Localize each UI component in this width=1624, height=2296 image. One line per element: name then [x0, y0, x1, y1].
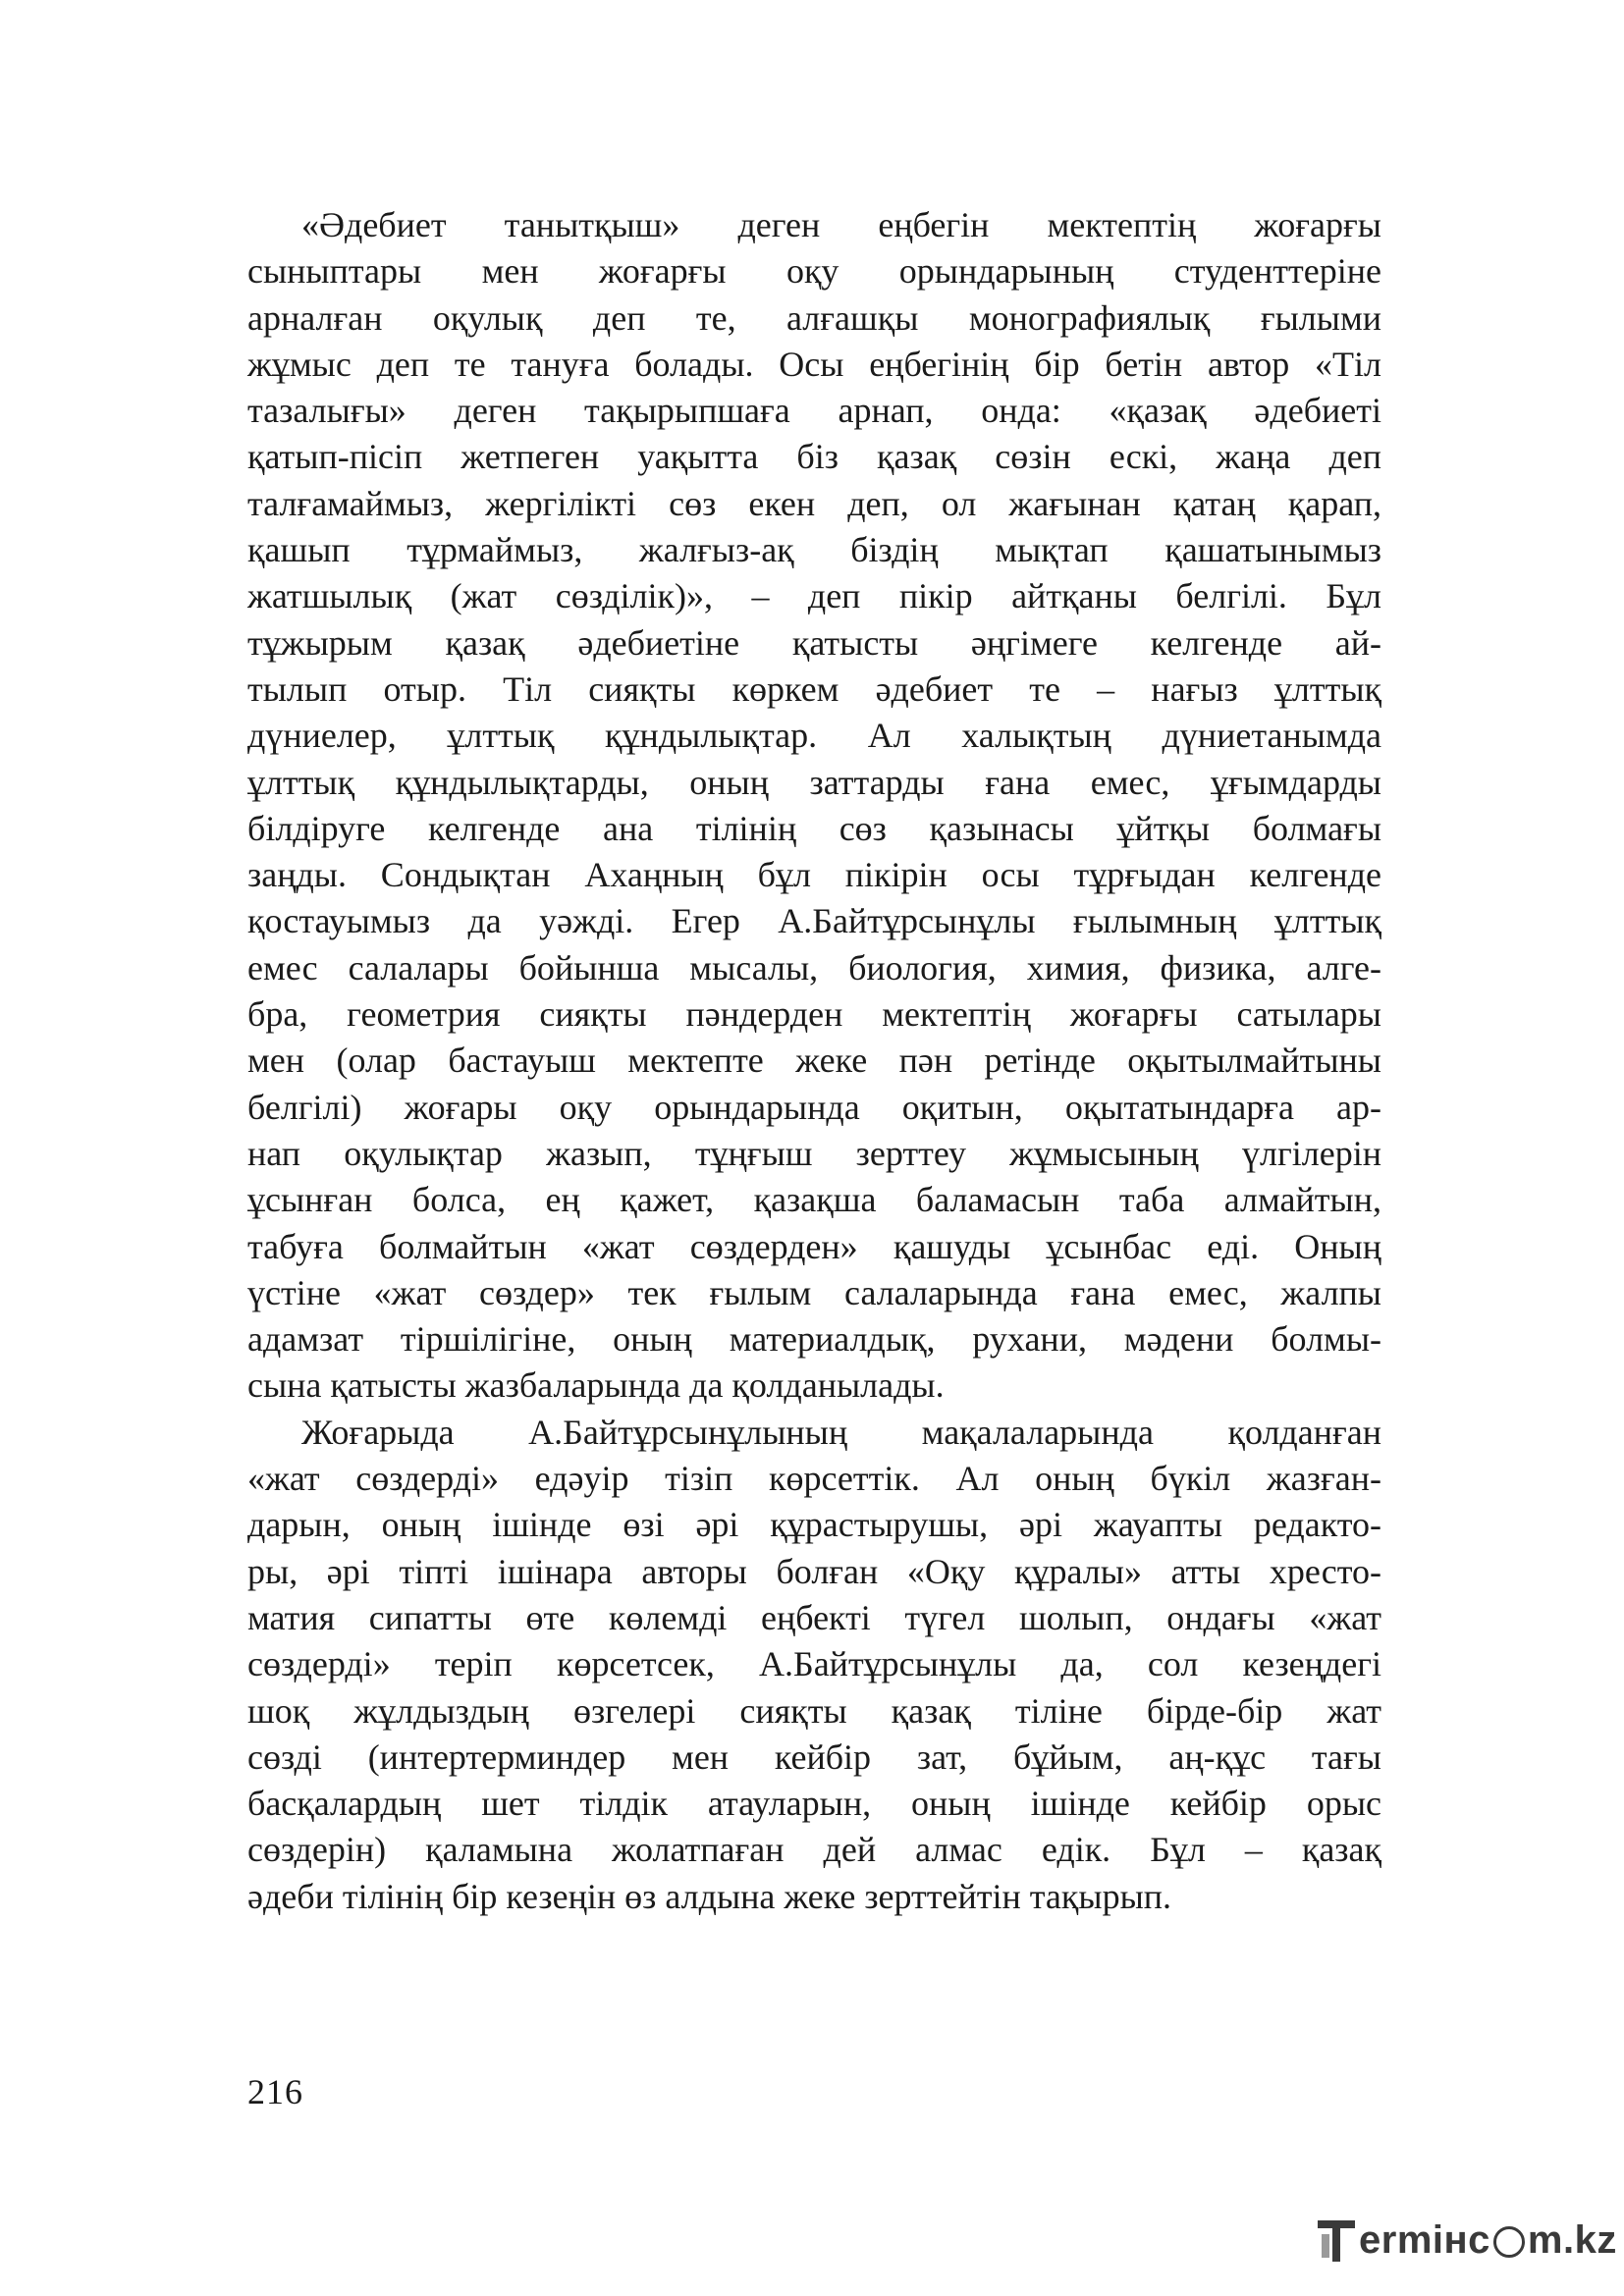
text-line: жұмыс деп те тануға болады. Осы еңбегінің бір бетін автор «Тіл [247, 344, 1381, 384]
text-line: бра, геометрия сияқты пәндерден мектептің жоғарғы сатылары [247, 994, 1381, 1035]
text-line: жатшылық (жат сөзділік)», – деп пікір айтқаны белгілі. Бұл [247, 576, 1381, 616]
page-number: 216 [247, 2072, 303, 2111]
text-line: мен (олар бастауыш мектепте жеке пән ретінде оқытылмайтыны [247, 1041, 1381, 1081]
text-line: тылып отыр. Тіл сияқты көркем әдебиет те – нағыз ұлттық [247, 668, 1381, 709]
text-line: басқалардың шет тілдік атауларын, оның ішінде кейбір орыс [247, 1784, 1381, 1824]
text-line: қашып тұрмаймыз, жалғыз-ақ біздің мықтап қашатынымыз [247, 530, 1381, 570]
text-line: сөздерін) қаламына жолатпаған дей алмас едік. Бұл – қазақ [247, 1830, 1381, 1870]
text-line: сыныптары мен жоғарғы оқу орындарының студенттеріне [247, 251, 1381, 292]
termincom-logo-icon [1316, 2215, 1357, 2266]
text-line: Жоғарыда А.Байтұрсынұлының мақалаларында қолданған [301, 1412, 1381, 1452]
text-line: шоқ жұлдыздың өзгелері сияқты қазақ тіліне бірде-бір жат [247, 1690, 1381, 1731]
text-line: «жат сөздерді» едәуір тізіп көрсеттік. Ал оның бүкіл жазған- [247, 1459, 1381, 1499]
text-line: білдіруге келгенде ана тілінің сөз қазынасы ұйтқы болмағы [247, 808, 1381, 848]
text-line: қостауымыз да уәжді. Егер А.Байтұрсынұлы ғылымның ұлттық [247, 901, 1381, 941]
text-line: сөздерді» теріп көрсетсек, А.Байтұрсынұлы да, сол кезеңдегі [247, 1644, 1381, 1684]
circle-o-icon [1493, 2226, 1525, 2258]
text-line: сына қатысты жазбаларында да қолданылады. [247, 1365, 945, 1406]
text-line: заңды. Сондықтан Ахаңның бұл пікірін осы тұрғыдан келгенде [247, 855, 1381, 895]
text-line: тазалығы» деген тақырыпшаға арнап, онда: «қазақ әдебиеті [247, 391, 1381, 431]
text-line: адамзат тіршілігіне, оның материалдық, рухани, мәдени болмы- [247, 1319, 1381, 1360]
text-line: әдеби тілінің бір кезеңін өз алдына жеке зерттейтін тақырып. [247, 1876, 1172, 1916]
watermark-text-end: m.kz [1527, 2217, 1617, 2262]
text-line: арналған оқулық деп те, алғашқы монографиялық ғылыми [247, 297, 1381, 338]
text-line: үстіне «жат сөздер» тек ғылым салаларында ғана емес, жалпы [247, 1272, 1381, 1312]
text-line: матия сипатты өте көлемді еңбекті түгел шолып, ондағы «жат [247, 1597, 1381, 1637]
paragraph-2 [247, 1410, 1381, 1920]
text-line: ұлттық құндылықтарды, оның заттарды ғана емес, ұғымдарды [247, 762, 1381, 802]
text-line: табуға болмайтын «жат сөздерден» қашуды ұсынбас еді. Оның [247, 1226, 1381, 1266]
text-line: дүниелер, ұлттық құндылықтар. Ал халықтың дүниетанымда [247, 716, 1381, 756]
text-line: ры, әрі тіпті ішінара авторы болған «Оқу құралы» атты хресто- [247, 1551, 1381, 1591]
paragraph-1 [247, 202, 1381, 1410]
text-line: тұжырым қазақ әдебиетіне қатысты әңгімеге келгенде ай- [247, 622, 1381, 663]
text-line: талғамаймыз, жергілікті сөз екен деп, ол жағынан қатаң қарап, [247, 483, 1381, 523]
text-line: белгілі) жоғары оқу орындарында оқитын, оқытатындарға ар- [247, 1087, 1381, 1127]
text-line: дарын, оның ішінде өзі әрі құрастырушы, әрі жауапты редакто- [247, 1505, 1381, 1545]
text-line: ұсынған болса, ең қажет, қазақша баламасын таба алмайтын, [247, 1180, 1381, 1220]
document-body [247, 202, 1381, 1920]
text-line: емес салалары бойынша мысалы, биология, химия, физика, алге- [247, 947, 1381, 988]
watermark-text-start: ermінc [1359, 2217, 1490, 2262]
watermark-logo[interactable] [1316, 2211, 1617, 2269]
text-line: нап оқулықтар жазып, тұңғыш зерттеу жұмысының үлгілерін [247, 1133, 1381, 1173]
text-line: сөзді (интертерминдер мен кейбір зат, бұйым, аң-құс тағы [247, 1736, 1381, 1777]
text-line: «Әдебиет танытқыш» деген еңбегін мектептің жоғарғы [301, 205, 1381, 244]
text-line: қатып-пісіп жетпеген уақытта біз қазақ сөзін ескі, жаңа деп [247, 437, 1381, 477]
